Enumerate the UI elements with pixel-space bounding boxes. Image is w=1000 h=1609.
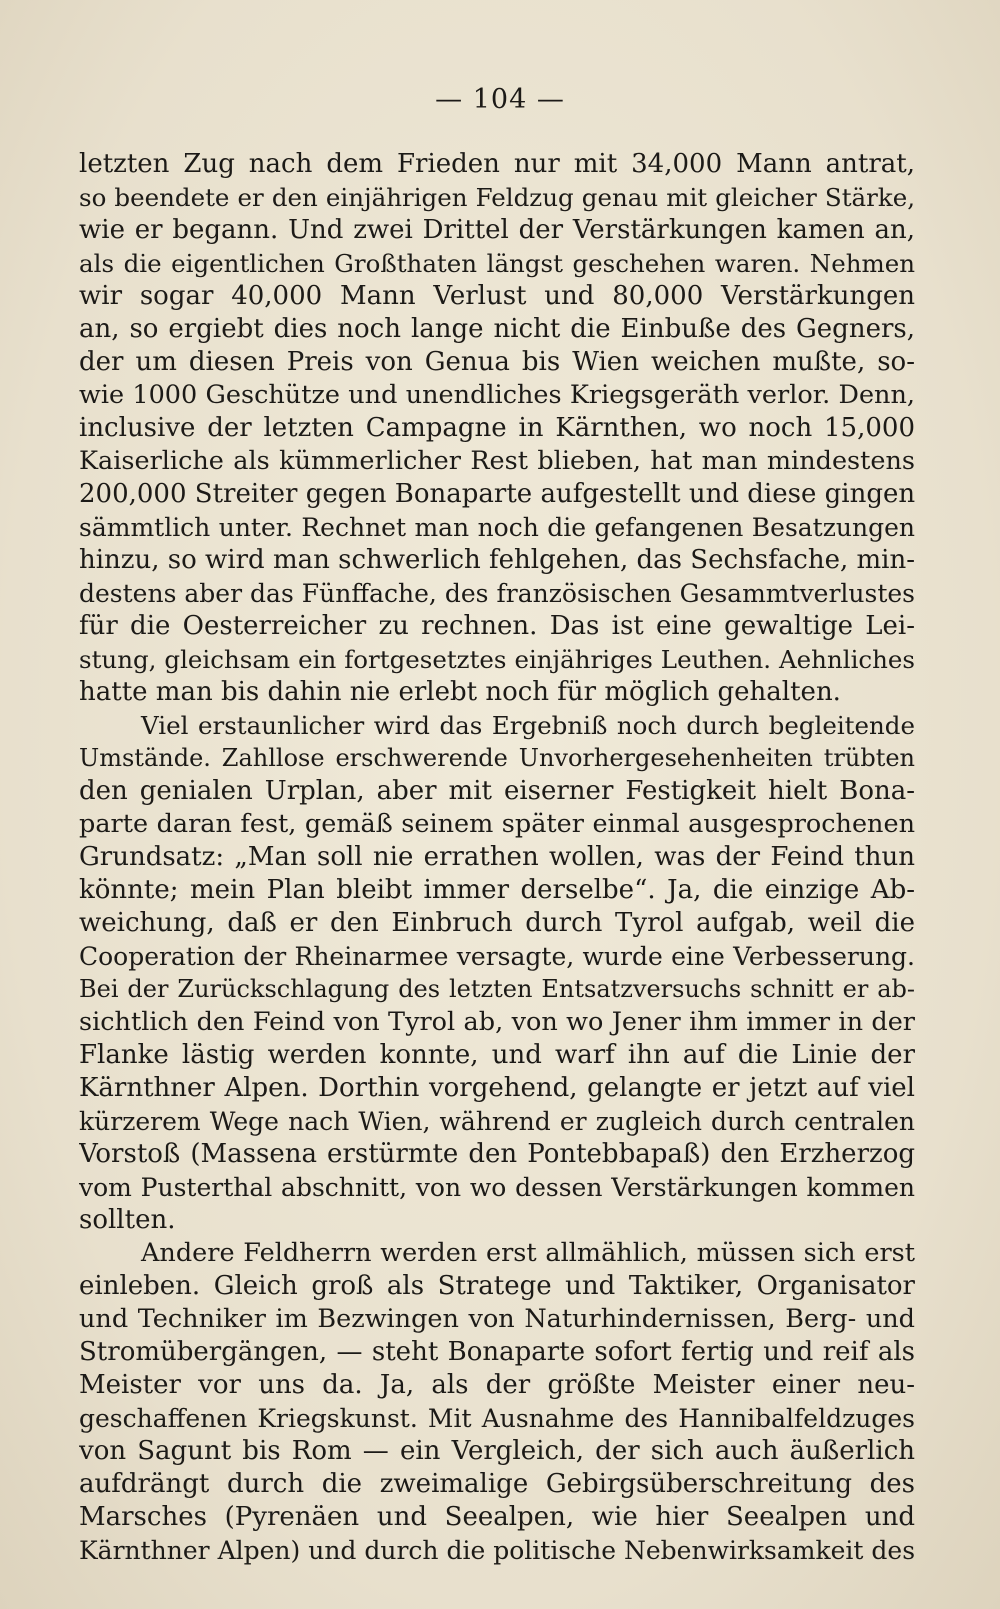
text-line: und Techniker im Bezwingen von Naturhindernissen, Berg- und [79,1304,915,1334]
text-line: Meister vor uns da. Ja, als der größte Meister einer neu- [79,1370,915,1400]
text-line: inclusive der letzten Campagne in Kärnthen, wo noch 15,000 [79,413,915,443]
text-line: Kärnthner Alpen. Dorthin vorgehend, gelangte er jetzt auf viel [79,1073,915,1103]
text-line: für die Oesterreicher zu rechnen. Das ist eine gewaltige Lei- [79,611,915,641]
text-line: der um diesen Preis von Genua bis Wien weichen mußte, so- [79,347,915,377]
text-line: Viel erstaunlicher wird das Ergebniß noch durch begleitende [141,711,915,740]
text-line: destens aber das Fünffache, des französischen Gesammtverlustes [79,579,915,608]
text-line: Bei der Zurückschlagung des letzten Entsatzversuchs schnitt er ab- [79,975,915,1003]
text-line: Kaiserliche als kümmerlicher Rest blieben, hat man mindestens [79,446,915,476]
text-line: vom Pusterthal abschnitt, von wo dessen Verstärkungen kommen [79,1173,915,1202]
text-line: Marsches (Pyrenäen und Seealpen, wie hier Seealpen und [79,1502,915,1532]
text-line: Cooperation der Rheinarmee versagte, wurde eine Verbesserung. [79,942,915,971]
text-line: Andere Feldherrn werden erst allmählich, müssen sich erst [141,1238,915,1268]
text-line: parte daran fest, gemäß seinem später einmal ausgesprochenen [79,809,915,839]
text-line: 200,000 Streiter gegen Bonaparte aufgestellt und diese gingen [79,479,915,509]
paragraph [79,148,915,709]
text-line: kürzerem Wege nach Wien, während er zugleich durch centralen [79,1107,915,1136]
text-line: Vorstoß (Massena erstürmte den Pontebbapaß) den Erzherzog [79,1139,915,1169]
text-line: hinzu, so wird man schwerlich fehlgehen, das Sechsfache, min- [79,545,915,575]
text-line: Grundsatz: „Man soll nie errathen wollen, was der Feind thun [79,842,915,872]
page-number: — 104 — [435,84,565,115]
text-line: als die eigentlichen Großthaten längst geschehen waren. Nehmen [79,249,915,278]
paragraph [79,709,915,1237]
paragraph [79,1237,915,1567]
text-line: Kärnthner Alpen) und durch die politische Nebenwirksamkeit des [79,1536,915,1565]
body-text [79,148,915,1567]
text-line: Stromübergängen, — steht Bonaparte sofort fertig und reif als [79,1337,915,1367]
text-line: könnte; mein Plan bleibt immer derselbe“. Ja, die einzige Ab- [79,875,915,905]
text-line: von Sagunt bis Rom — ein Vergleich, der sich auch äußerlich [79,1436,915,1466]
text-line: Umstände. Zahllose erschwerende Unvorhergesehenheiten trübten [79,744,915,772]
text-line: so beendete er den einjährigen Feldzug genau mit gleicher Stärke, [79,183,915,212]
text-line: weichung, daß er den Einbruch durch Tyrol aufgab, weil die [79,908,915,938]
text-line: an, so ergiebt dies noch lange nicht die Einbuße des Gegners, [79,314,915,344]
text-line: einleben. Gleich groß als Stratege und Taktiker, Organisator [79,1271,915,1301]
text-line: Flanke lästig werden konnte, und warf ihn auf die Linie der [79,1040,915,1070]
text-line: sämmtlich unter. Rechnet man noch die gefangenen Besatzungen [79,513,915,542]
text-line: aufdrängt durch die zweimalige Gebirgsüberschreitung des [79,1469,915,1499]
text-line: geschaffenen Kriegskunst. Mit Ausnahme des Hannibalfeldzuges [79,1404,915,1433]
text-line: sollten. [79,1205,176,1235]
text-line: stung, gleichsam ein fortgesetztes einjähriges Leuthen. Aehnliches [79,645,915,674]
text-line: sichtlich den Feind von Tyrol ab, von wo Jener ihm immer in der [79,1007,915,1037]
text-line: letzten Zug nach dem Frieden nur mit 34,000 Mann antrat, [79,149,915,179]
text-line: den genialen Urplan, aber mit eiserner Festigkeit hielt Bona- [79,776,915,806]
text-line: hatte man bis dahin nie erlebt noch für möglich gehalten. [79,677,841,707]
text-line: wie 1000 Geschütze und unendliches Kriegsgeräth verlor. Denn, [79,380,915,410]
text-line: wir sogar 40,000 Mann Verlust und 80,000 Verstärkungen [79,281,915,311]
text-line: wie er begann. Und zwei Drittel der Verstärkungen kamen an, [79,215,915,245]
